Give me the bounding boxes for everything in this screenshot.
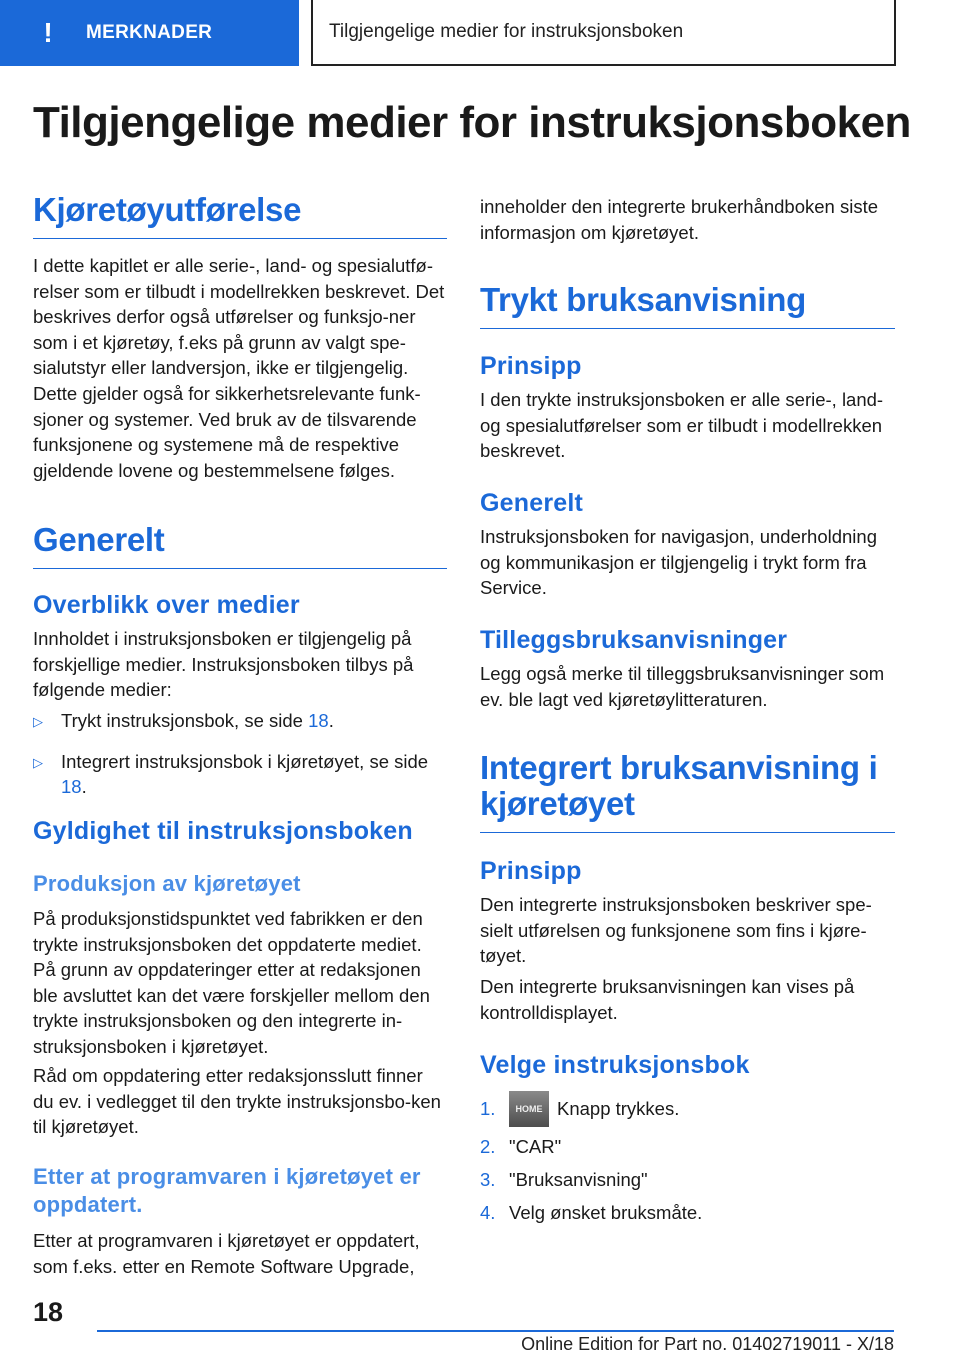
heading-prinsipp: Prinsipp xyxy=(480,352,582,380)
paragraph-kjoretoyutforelse: I dette kapitlet er alle serie-, land- og spesialutfø-relser som er tilbudt i modellrekken beskrevet. Det beskrives derfor også utførelser og funksjo-ner som i et kjøretøy, f.eks på grunn av valgt spe-sialutstyr eller landversjon, ikke er tilgjengelig. Dette gjelder også for sikkerhetsrelevante funk-sjoner og systemer. Ved bruk av de tilsvarende funksjonene og systemene må de respektive gjeldende lovene og bestemmelsene følges. xyxy=(33,255,445,481)
heading-trykt-bruksanvisning: Trykt bruksanvisning xyxy=(480,282,895,329)
heading-kjoretoyutforelse: Kjøretøyutførelse xyxy=(33,192,447,239)
heading-integrert-bruksanvisning: Integrert bruksanvisning i kjøretøyet xyxy=(480,750,895,833)
paragraph-etter-oppdatering: Etter at programvaren i kjøretøyet er oppdatert, som f.eks. etter en Remote Software Upgrade, xyxy=(33,1230,420,1277)
footer-divider xyxy=(97,1330,894,1332)
paragraph-tilleggsbruksanvisninger: Legg også merke til tilleggsbruksanvisninger som ev. ble lagt ved kjøretøylitteraturen. xyxy=(480,663,885,710)
list-item: 3. "Bruksanvisning" xyxy=(480,1168,648,1190)
page-title: Tilgjengelige medier for instruksjonsboken xyxy=(33,98,911,147)
list-item: ▷ Trykt instruksjonsbok, se side 18. xyxy=(33,708,447,735)
page-header xyxy=(0,0,960,66)
heading-velge-instruksjonsbok: Velge instruksjonsbok xyxy=(480,1051,750,1079)
paragraph-continued: inneholder den integrerte brukerhåndboken siste informasjon om kjøretøyet. xyxy=(480,196,879,243)
triangle-bullet-icon: ▷ xyxy=(33,714,43,729)
heading-prinsipp-2: Prinsipp xyxy=(480,857,582,885)
heading-etter-oppdatering: Etter at programvaren i kjøretøyet er oppdatert. xyxy=(33,1164,421,1217)
paragraph-generelt-right: Instruksjonsboken for navigasjon, underholdning og kommunikasjon er tilgjengelig i trykt form fra Service. xyxy=(480,526,877,599)
list-item: 4. Velg ønsket bruksmåte. xyxy=(480,1201,703,1223)
paragraph-produksjon-2: Råd om oppdatering etter redaksjonsslutt finner du ev. i vedlegget til den trykte instruksjonsbo-ken til kjøretøyet. xyxy=(33,1065,441,1138)
heading-generelt-right: Generelt xyxy=(480,489,584,517)
paragraph-prinsipp: I den trykte instruksjonsboken er alle serie-, land- og spesialutførelser som er tilbudt i modellrekken beskrevet. xyxy=(480,389,884,462)
exclamation-icon: ! xyxy=(43,17,53,48)
media-list xyxy=(33,708,447,800)
footer-edition: Online Edition for Part no. 01402719011 - X/18 xyxy=(521,1334,894,1354)
heading-generelt: Generelt xyxy=(33,522,447,569)
section-label: MERKNADER xyxy=(86,22,213,43)
paragraph-prinsipp-2-2: Den integrerte bruksanvisningen kan vises på kontrolldisplayet. xyxy=(480,976,855,1023)
page-number: 18 xyxy=(33,1297,64,1327)
paragraph-produksjon-1: På produksjonstidspunktet ved fabrikken er den trykte instruksjonsboken det oppdaterte mediet. På grunn av oppdateringer etter at redaksjonen ble avsluttet kan det være forskjeller mellom den trykte instruksjonsboken og den integrerte in-struksjonsboken i kjøretøyet. xyxy=(33,908,430,1057)
list-item: 1. HOME Knapp trykkes. xyxy=(480,1088,895,1130)
steps-list xyxy=(480,1088,895,1229)
page-link[interactable]: 18 xyxy=(61,776,82,798)
home-button-icon: HOME xyxy=(509,1091,549,1127)
section-tab xyxy=(0,0,299,66)
paragraph-prinsipp-2-1: Den integrerte instruksjonsboken beskriver spe-sielt utførelsen og funksjonene som fins i kjøre-tøyet. xyxy=(480,894,872,967)
heading-overblikk: Overblikk over medier xyxy=(33,591,300,619)
heading-tilleggsbruksanvisninger: Tilleggsbruksanvisninger xyxy=(480,626,788,654)
heading-produksjon: Produksjon av kjøretøyet xyxy=(33,871,301,896)
heading-gyldighet: Gyldighet til instruksjonsboken xyxy=(33,817,413,845)
list-item: ▷ Integrert instruksjonsbok i kjøretøyet, se side 18. xyxy=(33,749,447,800)
paragraph-overblikk: Innholdet i instruksjonsboken er tilgjengelig på forskjellige medier. Instruksjonsboken tilbys på følgende medier: xyxy=(33,628,414,701)
page-link[interactable]: 18 xyxy=(308,710,329,731)
chapter-title: Tilgjengelige medier for instruksjonsboken xyxy=(311,0,896,66)
triangle-bullet-icon: ▷ xyxy=(33,754,43,770)
list-item: 2. "CAR" xyxy=(480,1135,562,1157)
